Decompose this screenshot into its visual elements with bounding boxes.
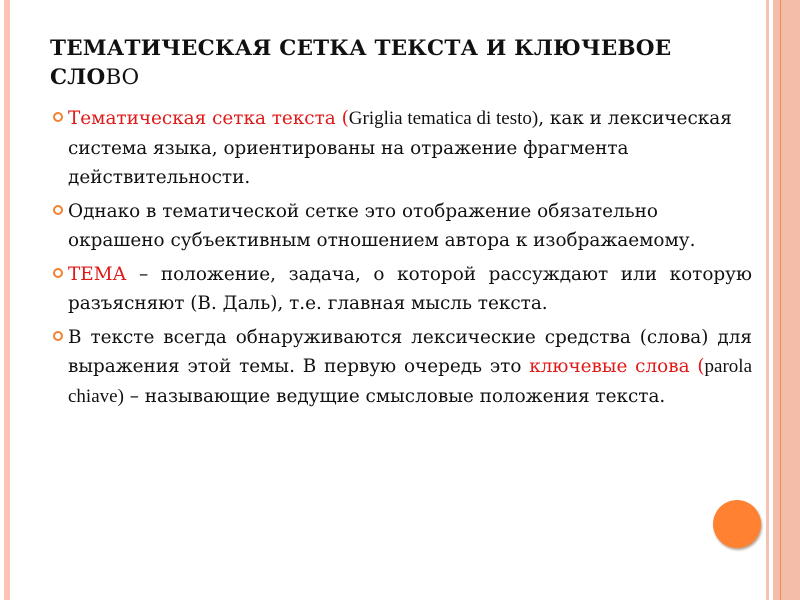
bullet-text-tail: – называющие ведущие смысловые положения текста. [123, 385, 666, 407]
bullet-text: Однако в тематической сетке это отображение обязательно окрашено субъективным отношением автора к изображаемому. [68, 200, 696, 251]
bullet-ring-icon [53, 268, 63, 278]
bullet-item-3 [50, 260, 752, 319]
highlight-term: Тематическая сетка текста ( [68, 108, 349, 129]
bullet-text: – положение, задача, о которой рассуждают или которую разъясняют (В. Даль), т.е. главная мысль текста. [68, 263, 752, 314]
latin-term: parola chiave) [68, 356, 753, 407]
left-decorative-stripe [4, 0, 10, 600]
highlight-term: ключевые слова ( [529, 356, 705, 377]
orange-circle-decoration [713, 500, 761, 548]
right-accent-line [780, 0, 781, 600]
right-decorative-band [773, 0, 800, 600]
highlight-term: ТЕМА [68, 263, 127, 285]
bullet-ring-icon [53, 112, 63, 122]
bullet-ring-icon [53, 205, 63, 215]
right-thin-stripe [766, 0, 769, 600]
bullet-item-1 [50, 104, 752, 193]
bullet-item-2 [50, 197, 752, 256]
bullet-item-4 [50, 323, 752, 412]
latin-term: Griglia tematica di testo) [348, 108, 539, 129]
slide-title-bold: ТЕМАТИЧЕСКАЯ СЕТКА ТЕКСТА И КЛЮЧЕВОЕ СЛО [50, 36, 672, 90]
bullet-text: В тексте всегда обнаруживаются лексические средства (слова) для выражения этой темы. В первую очередь это [68, 326, 752, 377]
slide-body [50, 104, 752, 411]
bullet-text: , как и лексическая система языка, ориентированы на отражение фрагмента действительности. [68, 108, 732, 188]
slide-title [50, 34, 750, 92]
bullet-ring-icon [53, 331, 63, 341]
slide-title-tail: ВО [105, 65, 140, 90]
